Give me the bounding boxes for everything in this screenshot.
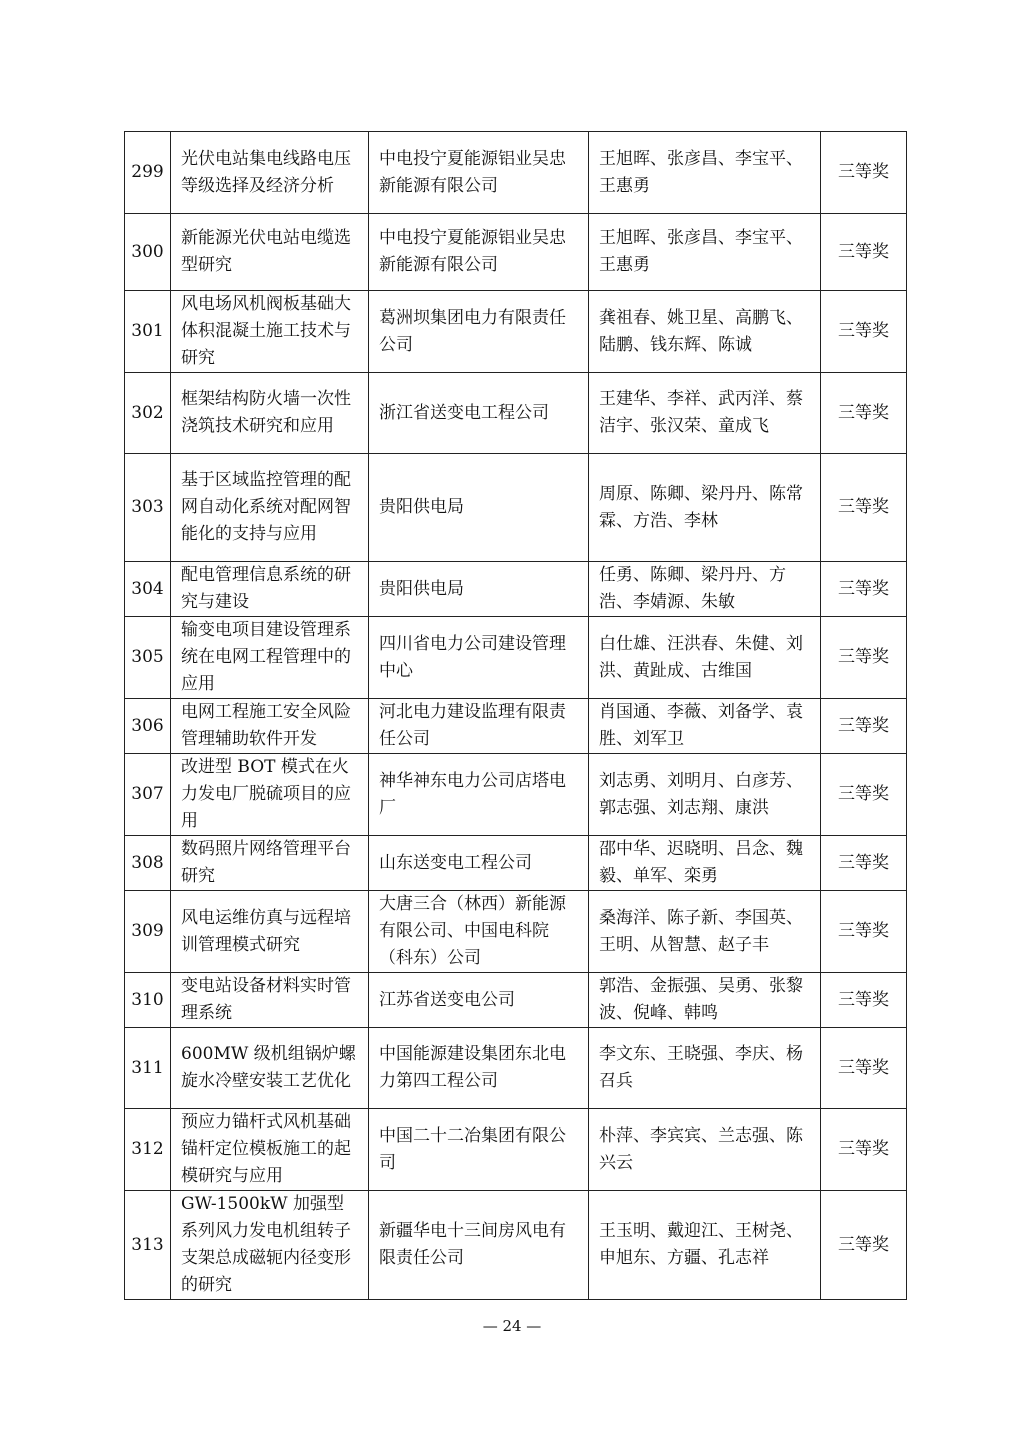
participants: 白仕雄、汪洪春、朱健、刘洪、黄趾成、古维国 xyxy=(589,617,821,699)
organization: 贵阳供电局 xyxy=(369,562,589,617)
participants: 龚祖春、姚卫星、高鹏飞、陆鹏、钱东辉、陈诚 xyxy=(589,291,821,373)
organization: 贵阳供电局 xyxy=(369,454,589,562)
organization: 中电投宁夏能源铝业吴忠新能源有限公司 xyxy=(369,214,589,291)
project-title: GW-1500kW 加强型系列风力发电机组转子支架总成磁轭内径变形的研究 xyxy=(171,1191,369,1300)
organization: 浙江省送变电工程公司 xyxy=(369,373,589,454)
award-level: 三等奖 xyxy=(821,1191,907,1300)
table-row xyxy=(125,754,907,836)
participants: 邵中华、迟晓明、吕念、魏毅、单军、栾勇 xyxy=(589,836,821,891)
organization: 新疆华电十三间房风电有限责任公司 xyxy=(369,1191,589,1300)
participants: 王旭晖、张彦昌、李宝平、王惠勇 xyxy=(589,132,821,214)
project-title: 改进型 BOT 模式在火力发电厂脱硫项目的应用 xyxy=(171,754,369,836)
participants: 李文东、王晓强、李庆、杨召兵 xyxy=(589,1028,821,1109)
organization: 中电投宁夏能源铝业吴忠新能源有限公司 xyxy=(369,132,589,214)
award-level: 三等奖 xyxy=(821,214,907,291)
row-number: 300 xyxy=(125,214,171,291)
table-row xyxy=(125,891,907,973)
row-number: 311 xyxy=(125,1028,171,1109)
award-level: 三等奖 xyxy=(821,754,907,836)
award-table xyxy=(124,131,907,1300)
project-title: 光伏电站集电线路电压等级选择及经济分析 xyxy=(171,132,369,214)
participants: 桑海洋、陈子新、李国英、王明、从智慧、赵子丰 xyxy=(589,891,821,973)
organization: 江苏省送变电公司 xyxy=(369,973,589,1028)
table-row xyxy=(125,291,907,373)
organization: 山东送变电工程公司 xyxy=(369,836,589,891)
award-level: 三等奖 xyxy=(821,891,907,973)
project-title: 600MW 级机组锅炉螺旋水冷壁安装工艺优化 xyxy=(171,1028,369,1109)
row-number: 302 xyxy=(125,373,171,454)
project-title: 基于区域监控管理的配网自动化系统对配网智能化的支持与应用 xyxy=(171,454,369,562)
award-level: 三等奖 xyxy=(821,132,907,214)
row-number: 305 xyxy=(125,617,171,699)
table-row xyxy=(125,132,907,214)
row-number: 307 xyxy=(125,754,171,836)
project-title: 风电场风机阀板基础大体积混凝土施工技术与研究 xyxy=(171,291,369,373)
award-level: 三等奖 xyxy=(821,836,907,891)
table-row xyxy=(125,373,907,454)
organization: 神华神东电力公司店塔电厂 xyxy=(369,754,589,836)
row-number: 306 xyxy=(125,699,171,754)
organization: 四川省电力公司建设管理中心 xyxy=(369,617,589,699)
participants: 王建华、李祥、武丙洋、蔡洁宇、张汉荣、童成飞 xyxy=(589,373,821,454)
award-level: 三等奖 xyxy=(821,454,907,562)
table-row xyxy=(125,1191,907,1300)
page-number: — 24 — xyxy=(482,1317,542,1335)
award-level: 三等奖 xyxy=(821,1028,907,1109)
table-row xyxy=(125,1109,907,1191)
organization: 河北电力建设监理有限责任公司 xyxy=(369,699,589,754)
participants: 肖国通、李薇、刘备学、袁胜、刘军卫 xyxy=(589,699,821,754)
project-title: 变电站设备材料实时管理系统 xyxy=(171,973,369,1028)
award-level: 三等奖 xyxy=(821,617,907,699)
award-level: 三等奖 xyxy=(821,562,907,617)
participants: 刘志勇、刘明月、白彦芳、郭志强、刘志翔、康洪 xyxy=(589,754,821,836)
participants: 王玉明、戴迎江、王树尧、申旭东、方疆、孔志祥 xyxy=(589,1191,821,1300)
table-row xyxy=(125,836,907,891)
project-title: 电网工程施工安全风险管理辅助软件开发 xyxy=(171,699,369,754)
award-level: 三等奖 xyxy=(821,1109,907,1191)
row-number: 309 xyxy=(125,891,171,973)
project-title: 新能源光伏电站电缆选型研究 xyxy=(171,214,369,291)
row-number: 303 xyxy=(125,454,171,562)
organization: 大唐三合（林西）新能源有限公司、中国电科院（科东）公司 xyxy=(369,891,589,973)
participants: 任勇、陈卿、梁丹丹、方浩、李婧源、朱敏 xyxy=(589,562,821,617)
award-level: 三等奖 xyxy=(821,373,907,454)
award-table-body xyxy=(125,132,907,1300)
table-row xyxy=(125,1028,907,1109)
award-level: 三等奖 xyxy=(821,699,907,754)
participants: 王旭晖、张彦昌、李宝平、王惠勇 xyxy=(589,214,821,291)
table-row xyxy=(125,699,907,754)
project-title: 输变电项目建设管理系统在电网工程管理中的应用 xyxy=(171,617,369,699)
row-number: 308 xyxy=(125,836,171,891)
organization: 葛洲坝集团电力有限责任公司 xyxy=(369,291,589,373)
row-number: 310 xyxy=(125,973,171,1028)
project-title: 配电管理信息系统的研究与建设 xyxy=(171,562,369,617)
row-number: 312 xyxy=(125,1109,171,1191)
table-row xyxy=(125,562,907,617)
participants: 朴萍、李宾宾、兰志强、陈兴云 xyxy=(589,1109,821,1191)
table-row xyxy=(125,214,907,291)
project-title: 预应力锚杆式风机基础锚杆定位模板施工的起模研究与应用 xyxy=(171,1109,369,1191)
project-title: 数码照片网络管理平台研究 xyxy=(171,836,369,891)
row-number: 304 xyxy=(125,562,171,617)
participants: 郭浩、金振强、吴勇、张黎波、倪峰、韩鸣 xyxy=(589,973,821,1028)
row-number: 313 xyxy=(125,1191,171,1300)
table-row xyxy=(125,973,907,1028)
organization: 中国能源建设集团东北电力第四工程公司 xyxy=(369,1028,589,1109)
row-number: 299 xyxy=(125,132,171,214)
organization: 中国二十二冶集团有限公司 xyxy=(369,1109,589,1191)
project-title: 风电运维仿真与远程培训管理模式研究 xyxy=(171,891,369,973)
table-row xyxy=(125,454,907,562)
award-level: 三等奖 xyxy=(821,973,907,1028)
table-row xyxy=(125,617,907,699)
project-title: 框架结构防火墙一次性浇筑技术研究和应用 xyxy=(171,373,369,454)
row-number: 301 xyxy=(125,291,171,373)
participants: 周原、陈卿、梁丹丹、陈常霖、方浩、李林 xyxy=(589,454,821,562)
award-level: 三等奖 xyxy=(821,291,907,373)
